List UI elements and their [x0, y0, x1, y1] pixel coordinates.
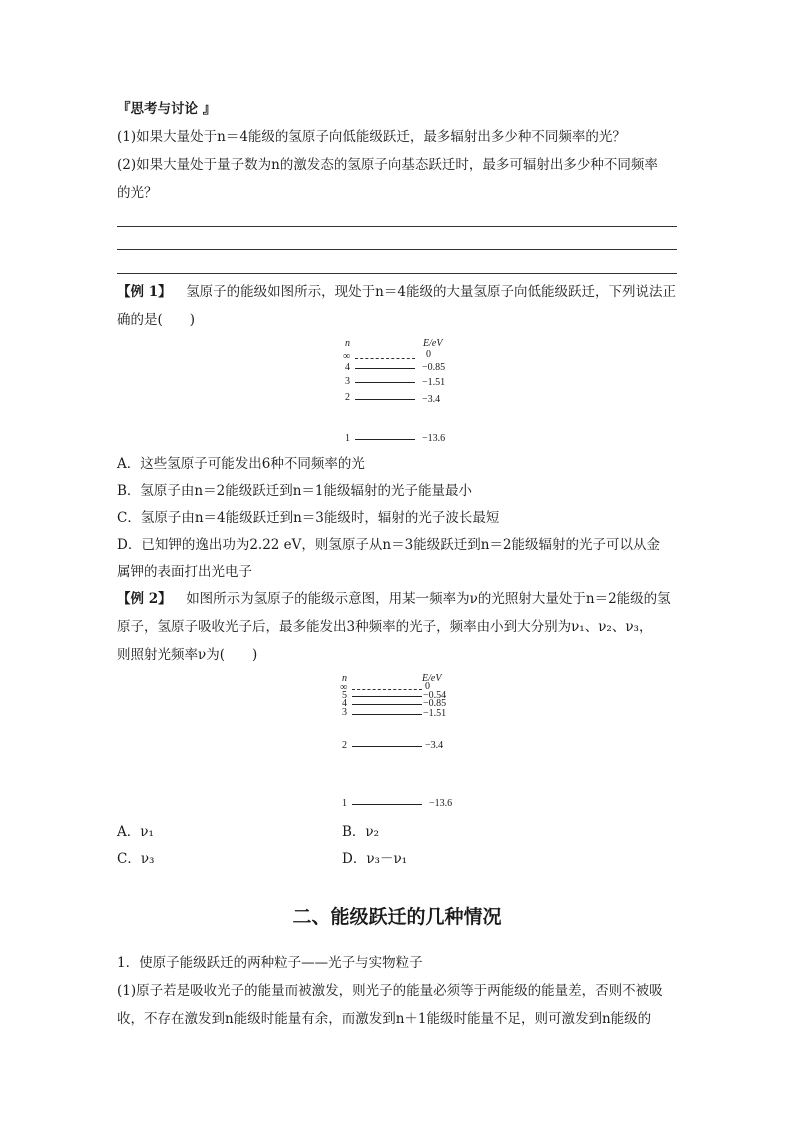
example-1-option-d-line-2: 属钾的表面打出光电子: [117, 564, 252, 580]
section-paragraph-line-1: (1)原子若是吸收光子的能量而被激发，则光子的能量必须等于两能级的能量差，否则不被吸: [117, 983, 663, 999]
answer-line-3: [117, 273, 677, 274]
diagram-1-level-4-energy: −0.85: [422, 362, 446, 373]
diagram-2-level-inf-n: ∞: [340, 682, 348, 693]
diagram-1-level-4-n: 4: [345, 362, 350, 373]
answer-line-1: [117, 226, 677, 227]
energy-level-diagram-2: [337, 673, 467, 813]
diagram-2-level-3-n: 3: [342, 707, 347, 718]
diagram-1-level-inf-n: ∞: [343, 351, 351, 362]
diagram-2-level-1-line: [352, 804, 422, 805]
diagram-2-level-5-energy: −0.54: [423, 690, 447, 701]
diagram-2-level-2-line: [352, 746, 422, 747]
diagram-2-level-1-n: 1: [342, 798, 347, 809]
example-1-stem-text: 氢原子的能级如图所示，现处于n＝4能级的大量氢原子向低能级跃迁，下列说法正: [186, 284, 676, 300]
diagram-1-level-3-n: 3: [345, 376, 350, 387]
diagram-2-level-5-line: [352, 696, 422, 697]
diagram-2-level-4-energy: −0.85: [423, 698, 447, 709]
section-heading: 二、能级跃迁的几种情况: [292, 906, 502, 928]
example-1-tag: 【例 1】: [117, 284, 172, 300]
example-1-option-b: B．氢原子由n＝2能级跃迁到n＝1能级辐射的光子能量最小: [117, 483, 472, 499]
diagram-2-level-5-n: 5: [342, 690, 347, 701]
example-2-stem-line-3: 则照射光频率ν为( ): [117, 647, 258, 663]
diagram-2-level-2-n: 2: [342, 740, 347, 751]
section-item-1: 1．使原子能级跃迁的两种粒子——光子与实物粒子: [117, 955, 423, 971]
diagram-2-level-3-line: [352, 714, 422, 715]
discussion-title: 『思考与讨论 』: [117, 101, 217, 117]
diagram-2-level-3-energy: −1.51: [423, 708, 447, 719]
diagram-1-level-1-energy: −13.6: [422, 433, 446, 444]
example-1-option-d: D．已知钾的逸出功为2.22 eV，则氢原子从n＝3能级跃迁到n＝2能级辐射的光子可以从金: [117, 537, 660, 553]
diagram-2-level-1-energy: −13.6: [429, 798, 453, 809]
example-2-stem-text: 如图所示为氢原子的能级示意图，用某一频率为ν的光照射大量处于n＝2能级的氢: [186, 591, 671, 607]
section-paragraph-line-2: 收，不存在激发到n能级时能量有余，而激发到n＋1能级时能量不足，则可激发到n能级的: [117, 1011, 652, 1027]
diagram-2-e-header: E/eV: [422, 673, 442, 684]
example-1-option-c: C．氢原子由n＝4能级跃迁到n＝3能级时，辐射的光子波长最短: [117, 510, 500, 526]
diagram-1-level-2-n: 2: [345, 392, 350, 403]
discussion-question-1: (1)如果大量处于n＝4能级的氢原子向低能级跃迁，最多辐射出多少种不同频率的光？: [117, 129, 626, 145]
diagram-2-level-inf-line: [352, 689, 422, 690]
diagram-1-level-2-line: [355, 399, 415, 400]
diagram-1-level-1-line: [355, 439, 415, 440]
diagram-1-level-inf-line: [355, 358, 415, 359]
discussion-question-2-line-2: 的光？: [117, 185, 158, 201]
example-1-stem-line-2: 确的是( ): [117, 312, 196, 328]
diagram-1-n-header: n: [345, 338, 350, 349]
example-2-stem-line-2: 原子，氢原子吸收光子后，最多能发出3种频率的光子，频率由小到大分别为ν₁、ν₂、ν₃，: [117, 619, 653, 635]
example-1-option-a: A．这些氢原子可能发出6种不同频率的光: [117, 456, 365, 472]
example-2-stem-line-1: [117, 590, 671, 608]
example-2-option-c: C．ν₃: [117, 851, 155, 867]
example-2-tag: 【例 2】: [117, 591, 172, 607]
diagram-2-n-header: n: [342, 673, 347, 684]
example-2-option-d: D．ν₃－ν₁: [342, 851, 408, 867]
example-2-option-a: A．ν₁: [117, 824, 154, 840]
diagram-1-level-2-energy: −3.4: [422, 394, 441, 405]
diagram-1-e-header: E/eV: [423, 338, 443, 349]
diagram-2-level-2-energy: −3.4: [425, 740, 444, 751]
example-2-option-b: B．ν₂: [342, 824, 380, 840]
diagram-2-level-4-n: 4: [342, 698, 347, 709]
diagram-2-level-4-line: [352, 704, 422, 705]
diagram-1-level-3-line: [355, 382, 415, 383]
discussion-question-2-line-1: (2)如果大量处于量子数为n的激发态的氢原子向基态跃迁时，最多可辐射出多少种不同频率: [117, 157, 658, 173]
diagram-1-level-1-n: 1: [345, 433, 350, 444]
diagram-1-level-3-energy: −1.51: [422, 377, 446, 388]
diagram-2-level-inf-energy: 0: [425, 681, 430, 692]
energy-level-diagram-1: [340, 338, 460, 446]
answer-line-2: [117, 249, 677, 250]
diagram-1-level-4-line: [355, 368, 415, 369]
example-1-stem-line-1: [117, 283, 676, 301]
diagram-1-level-inf-energy: 0: [426, 349, 431, 360]
